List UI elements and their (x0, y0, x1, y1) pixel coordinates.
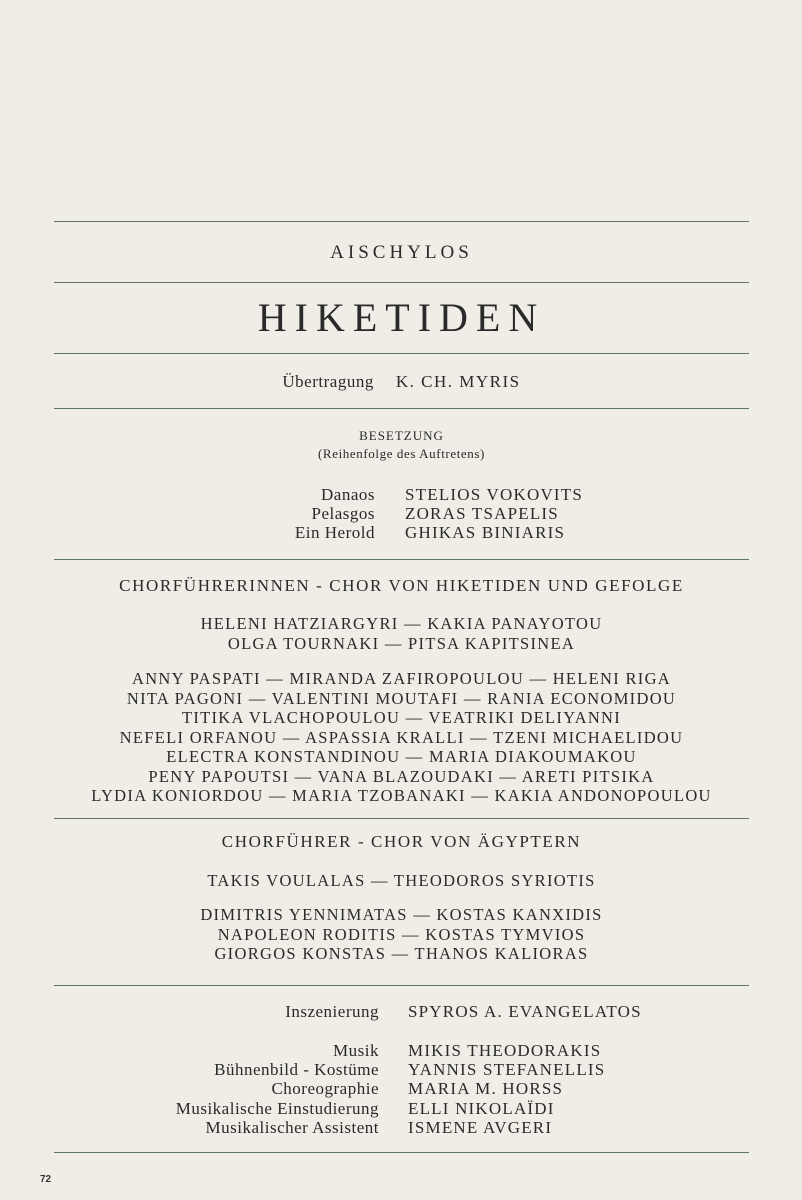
cast-role: Pelasgos (311, 504, 375, 523)
crew-name: YANNIS STEFANELLIS (408, 1060, 606, 1079)
page-number: 72 (40, 1174, 52, 1185)
director-role: Inszenierung (285, 1002, 379, 1021)
crew-role: Bühnenbild - Kostüme (214, 1060, 379, 1079)
name-line: GIORGOS KONSTAS — THANOS KALIORAS (214, 944, 589, 963)
cast-role: Ein Herold (294, 523, 375, 542)
cast-role: Danaos (321, 485, 375, 504)
director-name: SPYROS A. EVANGELATOS (408, 1002, 642, 1021)
cast-name: ZORAS TSAPELIS (405, 504, 559, 523)
cast-name: GHIKAS BINIARIS (405, 523, 566, 542)
name-line: TAKIS VOULALAS — THEODOROS SYRIOTIS (207, 871, 596, 890)
crew-role: Choreographie (271, 1079, 379, 1098)
name-line: NITA PAGONI — VALENTINI MOUTAFI — RANIA ECONOMIDOU (126, 688, 677, 708)
name-line: ELECTRA KONSTANDINOU — MARIA DIAKOUMAKOU (166, 747, 637, 766)
divider (54, 353, 749, 354)
crew-name: MARIA M. HORSS (408, 1079, 564, 1098)
name-line: ANNY PASPATI — MIRANDA ZAFIROPOULOU — HELENI RIGA (131, 669, 672, 688)
crew-role: Musik (333, 1041, 379, 1060)
name-line: TITIKA VLACHOPOULOU — VEATRIKI DELIYANNI (181, 708, 622, 727)
chorus-women-members (54, 669, 749, 806)
divider (54, 408, 749, 409)
crew-role: Musikalische Einstudierung (175, 1099, 379, 1118)
chorus-men-heading: CHORFÜHRER - CHOR VON ÄGYPTERN (221, 832, 582, 851)
author-name: AISCHYLOS (330, 242, 473, 263)
cast-name: STELIOS VOKOVITS (405, 485, 584, 504)
translation-label: Übertragung (282, 372, 374, 391)
besetzung-subheading: (Reihenfolge des Auftretens) (318, 446, 485, 461)
crew-name: ELLI NIKOLAÏDI (408, 1099, 555, 1118)
translation-line (54, 372, 749, 392)
name-line: OLGA TOURNAKI — PITSA KAPITSINEA (227, 633, 576, 653)
crew-role: Musikalischer Assistent (205, 1118, 379, 1137)
name-line: NAPOLEON RODITIS — KOSTAS TYMVIOS (217, 924, 586, 944)
divider (54, 818, 749, 819)
play-title: HIKETIDEN (257, 295, 546, 340)
chorus-men-leaders (54, 871, 749, 891)
name-line: DIMITRIS YENNIMATAS — KOSTAS KANXIDIS (200, 905, 603, 924)
crew-name: ISMENE AVGERI (408, 1118, 553, 1137)
name-line: LYDIA KONIORDOU — MARIA TZOBANAKI — KAKIA ANDONOPOULOU (91, 786, 712, 805)
crew-name: MIKIS THEODORAKIS (408, 1041, 602, 1060)
name-line: HELENI HATZIARGYRI — KAKIA PANAYOTOU (200, 614, 603, 633)
chorus-men-members (54, 905, 749, 964)
chorus-women-heading: CHORFÜHRERINNEN - CHOR VON HIKETIDEN UND GEFOLGE (119, 576, 684, 595)
name-line: NEFELI ORFANOU — ASPASSIA KRALLI — TZENI MICHAELIDOU (119, 727, 684, 747)
chorus-women-leaders (54, 614, 749, 653)
divider (54, 559, 749, 560)
divider (54, 1152, 749, 1153)
divider (54, 221, 749, 222)
translator-name: K. CH. MYRIS (395, 372, 521, 391)
name-line: PENY PAPOUTSI — VANA BLAZOUDAKI — ARETI PITSIKA (148, 766, 655, 786)
divider (54, 985, 749, 986)
besetzung-heading: BESETZUNG (359, 428, 444, 443)
divider (54, 282, 749, 283)
